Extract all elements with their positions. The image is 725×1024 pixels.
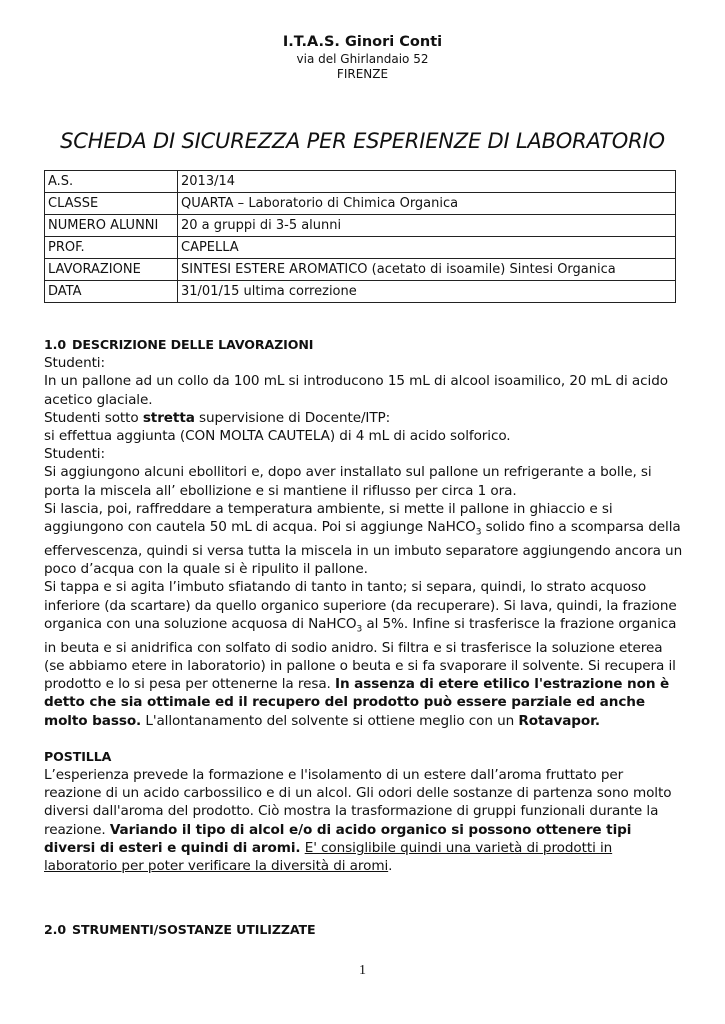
- section-number: 2.0: [44, 922, 67, 938]
- school-header: [0, 32, 725, 82]
- paragraph: Si tappa e si agita l’imbuto sfiatando di tanto in tanto; si separa, quindi, lo strato acquoso inferiore (da scartare) da quello organico superiore (da recuperare). Si lava, quindi, la frazione organica con una soluzione acquosa di NaHCO$_3$ al 5%. Infine si trasferisce la frazione organica in beuta e si anidrifica con solfato di sodio anidro. Si filtra e si trasferisce la soluzione eterea (se abbiamo etere in laboratorio) in pallone o beuta e si fa svaporare il solvente. Si recupera il prodotto e lo si pesa per ottenerne la resa. In assenza di etere etilico l'estrazione non è detto che sia ottimale ed il recupero del prodotto può essere parziale ed anche molto basso. L'allontanamento del solvente si ottiene meglio con un Rotavapor.: [44, 579, 677, 729]
- section-heading-1: [44, 336, 684, 354]
- paragraph: Si aggiungono alcuni ebollitori e, dopo aver installato sul pallone un refrigerante a bolle, si porta la miscela all’ ebollizione e si mantiene il riflusso per circa 1 ora.: [44, 464, 652, 499]
- info-label: A.S.: [45, 171, 178, 193]
- document-title: SCHEDA DI SICUREZZA PER ESPERIENZE DI LABORATORIO: [60, 129, 665, 153]
- paragraph: Si lascia, poi, raffreddare a temperatura ambiente, si mette il pallone in ghiaccio e si aggiungono con cautela 50 mL di acqua. Poi si aggiunge NaHCO$_3$ solido fino a scomparsa della effervescenza, quindi si versa tutta la miscela in un imbuto separatore aggiungendo ancora un poco d’acqua con la quale si è ripulito il pallone.: [44, 500, 683, 578]
- info-value: SINTESI ESTERE AROMATICO (acetato di isoamile) Sintesi Organica: [178, 259, 676, 281]
- table-row: [45, 281, 676, 303]
- document-body: [44, 336, 684, 939]
- info-label: NUMERO ALUNNI: [45, 215, 178, 237]
- section-title: DESCRIZIONE DELLE LAVORAZIONI: [72, 337, 314, 352]
- paragraph: Studenti sotto stretta supervisione di Docente/ITP:: [44, 409, 391, 426]
- section-number: 1.0: [44, 337, 67, 352]
- info-label: DATA: [45, 281, 178, 303]
- page-number: 1: [359, 963, 366, 978]
- info-value: 31/01/15 ultima correzione: [178, 281, 676, 303]
- table-row: [45, 237, 676, 259]
- info-label: CLASSE: [45, 193, 178, 215]
- school-city: FIRENZE: [336, 67, 389, 81]
- paragraph: In un pallone ad un collo da 100 mL si introducono 15 mL di alcool isoamilico, 20 mL di acido acetico glaciale.: [44, 373, 668, 408]
- paragraph: L’esperienza prevede la formazione e l'isolamento di un estere dall’aroma fruttato per reazione di un acido carbossilico e di un alcol. Gli odori delle sostanze di partenza sono molto diversi dall'aroma del prodotto. Ciò mostra la trasformazione di gruppi funzionali durante la reazione. Variando il tipo di alcol e/o di acido organico si possono ottenere tipi diversi di esteri e quindi di aromi. E' consiglibile quindi una varietà di prodotti in laboratorio per poter verificare la diversità di aromi.: [44, 766, 672, 874]
- students-label: Studenti:: [44, 446, 105, 463]
- table-row: [45, 171, 676, 193]
- school-street: via del Ghirlandaio 52: [296, 52, 429, 66]
- spacer: [44, 875, 684, 921]
- students-label: Studenti:: [44, 355, 105, 372]
- table-row: [45, 193, 676, 215]
- section-title: STRUMENTI/SOSTANZE UTILIZZATE: [72, 922, 316, 938]
- info-value: CAPELLA: [178, 237, 676, 259]
- spacer: [44, 730, 684, 748]
- info-value: 2013/14: [178, 171, 676, 193]
- school-name: I.T.A.S. Ginori Conti: [282, 34, 443, 50]
- section-heading-2: [44, 921, 684, 939]
- paragraph: si effettua aggiunta (CON MOLTA CAUTELA) di 4 mL di acido solforico.: [44, 428, 511, 445]
- info-value: QUARTA – Laboratorio di Chimica Organica: [178, 193, 676, 215]
- table-row: [45, 215, 676, 237]
- table-row: [45, 259, 676, 281]
- postilla-heading: POSTILLA: [44, 748, 112, 764]
- info-table: [44, 170, 676, 303]
- info-value: 20 a gruppi di 3-5 alunni: [178, 215, 676, 237]
- info-label: PROF.: [45, 237, 178, 259]
- info-label: LAVORAZIONE: [45, 259, 178, 281]
